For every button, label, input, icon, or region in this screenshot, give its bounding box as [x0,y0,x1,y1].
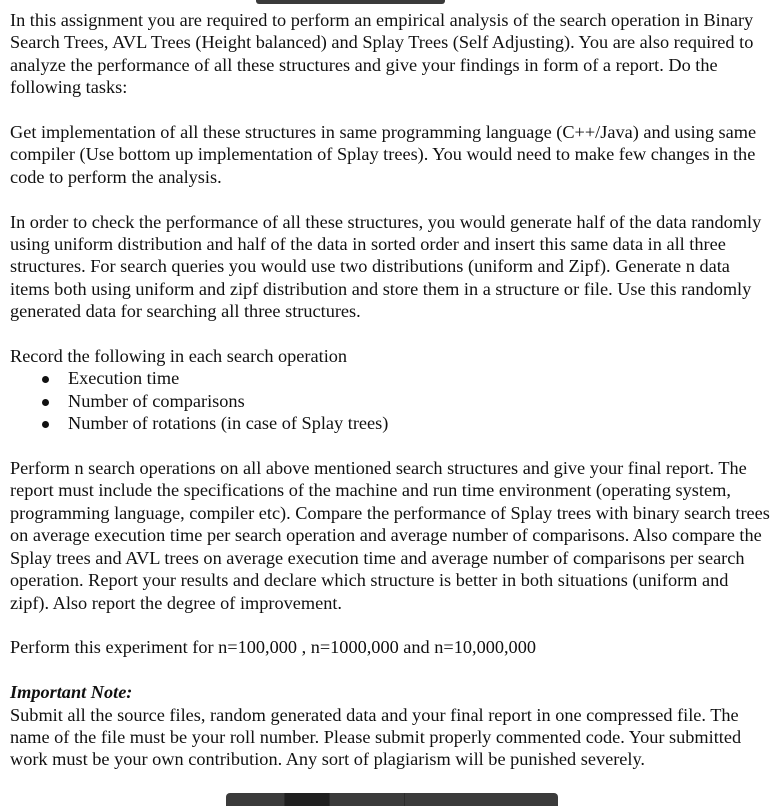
implementation-paragraph: Get implementation of all these structures in same programming language (C++/Java) and using same compiler (Use bottom up implementation of Splay trees). You would need to make few changes in the code to perform the analysis. [10,122,757,187]
report-paragraph: Perform n search operations on all above mentioned search structures and give your final report. The report must include the specifications of the machine and run time environment (operating system, programming language, compiler etc). Compare the performance of Splay trees with binary search trees on average execution time per search operation and average number of comparisons. Also compare the Splay trees and AVL trees on average execution time and average number of comparisons per search operation. Report your results and declare which structure is better in both situations (uniform and zipf). Also report the degree of improvement. [10,458,770,613]
bullet-icon [42,399,49,406]
list-item [42,412,772,434]
important-note-body: Submit all the source files, random generated data and your final report in one compressed file. The name of the file must be your roll number. Please submit properly commented code. Your submitted work must be your own contribution. Any sort of plagiarism will be punished severely. [10,704,742,770]
list-item-text: Number of rotations (in case of Splay trees) [68,413,389,434]
top-toolbar-edge [256,0,445,4]
data-generation-paragraph: In order to check the performance of all these structures, you would generate half of the data randomly using uniform distribution and half of the data in sorted order and insert this same data in all three structures. For search queries you would use two distributions (uniform and Zipf). Generate n data items both using uniform and zipf distribution and store them in a structure or file. Use this randomly generated data for searching all three structures. [10,211,762,322]
important-note-title: Important Note: [10,682,133,703]
list-item-text: Number of comparisons [68,390,245,411]
experiment-sizes-paragraph: Perform this experiment for n=100,000 , n=1000,000 and n=10,000,000 [10,637,536,658]
paragraph-spacer [10,99,772,121]
paragraph-spacer [10,435,772,457]
toolbar-segment[interactable] [330,793,405,806]
paragraph-spacer [10,188,772,210]
toolbar-segment-active[interactable] [285,793,330,806]
list-item-text: Execution time [68,368,180,389]
bullet-icon [42,421,49,428]
list-item [42,367,772,389]
toolbar-segment[interactable] [226,793,285,806]
intro-paragraph: In this assignment you are required to perform an empirical analysis of the search operation in Binary Search Trees, AVL Trees (Height balanced) and Splay Trees (Self Adjusting). You are also required to analyze the performance of all these structures and give your findings in form of a report. Do the following tasks: [10,10,754,98]
bottom-toolbar[interactable] [226,793,558,806]
paragraph-spacer [10,323,772,345]
paragraph-spacer [10,659,772,681]
bullet-icon [42,376,49,383]
record-heading: Record the following in each search operation [10,346,348,367]
record-list [10,367,772,434]
assignment-document [10,9,772,771]
paragraph-spacer [10,614,772,636]
list-item [42,390,772,412]
toolbar-segment[interactable] [405,793,558,806]
